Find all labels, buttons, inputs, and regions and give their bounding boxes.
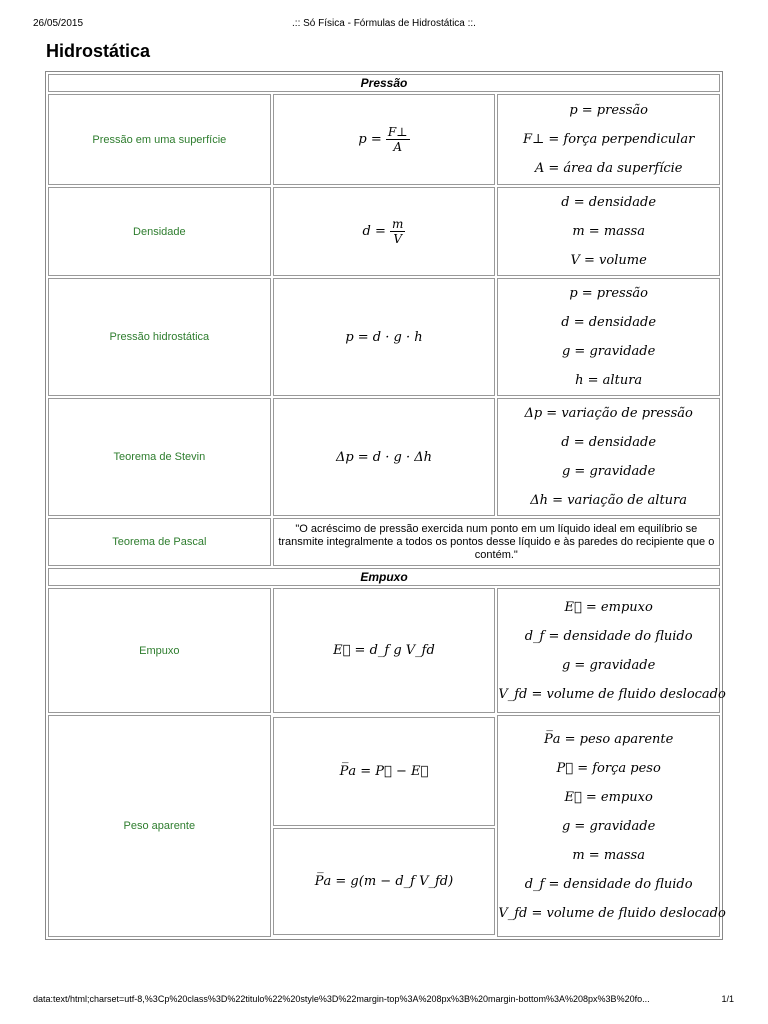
table-row — [48, 518, 720, 566]
variable-def: d_f = densidade do fluido — [524, 628, 693, 644]
formula-cell: P̅a = g(m − d_f V_fd) — [273, 828, 496, 935]
formula-lhs: p = — [358, 132, 382, 147]
numerator: F⊥ — [387, 125, 408, 139]
formula-name[interactable]: Teorema de Pascal — [48, 518, 271, 566]
numerator: m — [392, 217, 404, 231]
formula-name[interactable]: Densidade — [48, 187, 271, 276]
variable-def: g = gravidade — [561, 657, 656, 673]
variable-def: E⃗ = empuxo — [564, 599, 653, 615]
formula-cell: P̅a = P⃗ − E⃗ — [273, 717, 496, 826]
variables-cell — [497, 94, 720, 185]
variable-def: h = altura — [575, 373, 643, 388]
print-date: 26/05/2015 — [33, 18, 84, 29]
variable-def: p = pressão — [569, 103, 648, 118]
fraction — [386, 125, 410, 154]
variable-def: d_f = densidade do fluido — [524, 876, 693, 892]
formula-name[interactable]: Empuxo — [48, 588, 271, 713]
section-header-empuxo: Empuxo — [48, 568, 720, 586]
table-row — [48, 187, 720, 276]
formula-cell — [273, 94, 496, 185]
formulas-table — [45, 71, 726, 940]
variables-cell — [497, 588, 726, 713]
variable-def: Δh = variação de altura — [530, 493, 688, 508]
variable-def: g = gravidade — [561, 818, 656, 834]
variable-def: m = massa — [572, 224, 645, 239]
variable-def: V_fd = volume de fluido deslocado — [498, 905, 726, 921]
variables-cell — [497, 398, 720, 516]
formula-name[interactable]: Pressão em uma superfície — [48, 94, 271, 185]
formula-name[interactable]: Pressão hidrostática — [48, 278, 271, 396]
formula-lhs: d = — [362, 224, 386, 239]
table-row — [48, 715, 720, 937]
variable-def: P̅a = peso aparente — [543, 731, 674, 747]
variable-def: d = densidade — [561, 315, 657, 330]
table-row — [48, 278, 720, 396]
page-title: Hidrostática — [46, 41, 151, 61]
pascal-statement: "O acréscimo de pressão exercida num ponto em um líquido ideal em equilíbrio se transmite integralmente a todos os pontos desse líquido e às paredes do recipiente que o contém." — [273, 518, 720, 566]
table-row — [48, 588, 720, 713]
section-row-pressao — [48, 74, 720, 92]
table-row — [48, 94, 720, 185]
variables-cell — [497, 278, 720, 396]
variable-def: g = gravidade — [561, 464, 656, 479]
section-row-empuxo — [48, 568, 720, 586]
variable-def: g = gravidade — [561, 344, 656, 359]
formula-cell: E⃗ = d_f g V_fd — [273, 588, 496, 713]
variable-def: E⃗ = empuxo — [564, 789, 653, 805]
variable-def: F⊥ = força perpendicular — [523, 132, 695, 147]
print-page-title: .:: Só Física - Fórmulas de Hidrostática ::. — [292, 18, 476, 29]
variable-def: d = densidade — [561, 435, 657, 450]
variable-def: P⃗ = força peso — [556, 760, 661, 776]
formula-cell — [273, 187, 496, 276]
variable-def: d = densidade — [561, 195, 657, 210]
section-header-pressao: Pressão — [48, 74, 720, 92]
variable-def: p = pressão — [569, 286, 648, 301]
print-footer-url: data:text/html;charset=utf-8,%3Cp%20class%3D%22titulo%22%20style%3D%22margin-top%3A%208px%3B%20margin-bottom%3A%208px%3B%20fo... — [33, 994, 650, 1004]
fraction — [390, 217, 405, 246]
variables-cell — [497, 187, 720, 276]
formula-cell: Δp = d · g · Δh — [273, 398, 496, 516]
table-row — [48, 398, 720, 516]
variable-def: V_fd = volume de fluido deslocado — [498, 686, 726, 702]
print-page-number: 1/1 — [721, 994, 734, 1004]
denominator: V — [393, 232, 403, 246]
variables-cell — [497, 715, 726, 937]
variable-def: m = massa — [572, 847, 645, 863]
variable-def: A = área da superfície — [534, 161, 683, 176]
formula-name[interactable]: Peso aparente — [48, 715, 271, 937]
formula-stack — [273, 715, 496, 937]
variable-def: V = volume — [570, 253, 647, 268]
variable-def: Δp = variação de pressão — [524, 406, 693, 421]
formula-cell: p = d · g · h — [273, 278, 496, 396]
denominator: A — [393, 140, 403, 154]
formula-name[interactable]: Teorema de Stevin — [48, 398, 271, 516]
